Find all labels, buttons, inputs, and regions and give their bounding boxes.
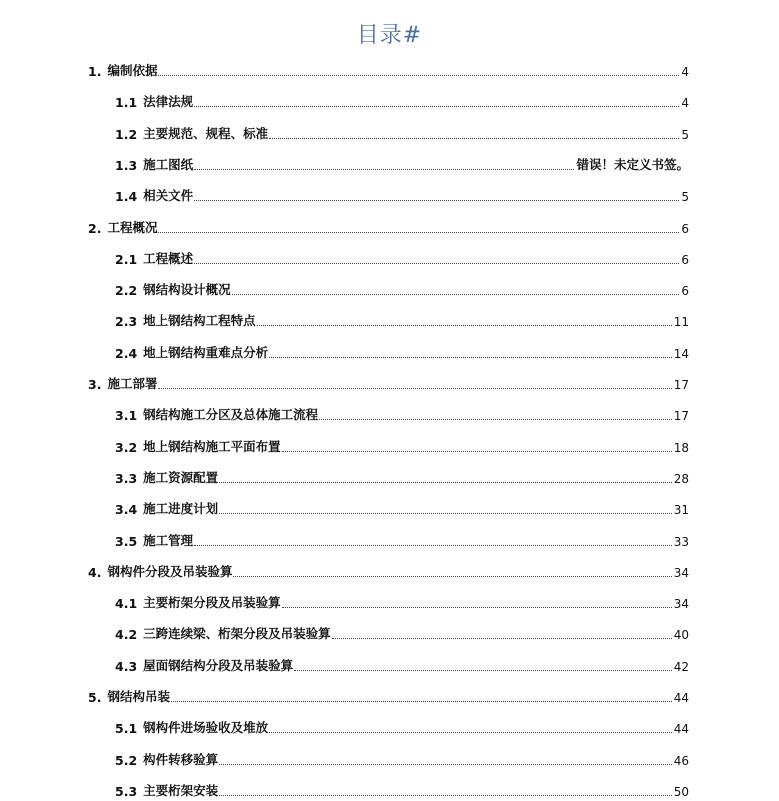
toc-entry-page: 6 (681, 221, 689, 236)
toc-entry-label: 主要桁架分段及吊装验算 (143, 595, 281, 611)
toc-entry[interactable] (0, 746, 779, 770)
toc-entry-line (115, 718, 689, 736)
toc-entry-label: 施工管理 (143, 532, 194, 548)
toc-entry-label: 编制依据 (107, 63, 158, 78)
toc-entry[interactable] (0, 182, 779, 206)
toc-entry-number: 1.3 (115, 157, 138, 173)
toc-entry-line (115, 499, 689, 517)
toc-entry-line (115, 124, 689, 142)
dot-leader (332, 637, 672, 639)
toc-entry-number: 5.1 (115, 721, 138, 737)
toc-entry-number: 4.3 (115, 658, 138, 674)
toc-entry-number: 4.2 (115, 627, 138, 643)
toc-entry-label: 地上钢结构工程特点 (143, 313, 256, 329)
toc-entry[interactable] (0, 777, 779, 801)
dot-leader (194, 544, 672, 546)
dot-leader (319, 418, 672, 420)
toc-entry[interactable] (0, 433, 779, 457)
toc-entry[interactable] (0, 464, 779, 488)
toc-entry[interactable] (0, 620, 779, 644)
toc-entry-number: 3.3 (115, 470, 138, 486)
dot-leader (233, 575, 671, 577)
toc-entry-page: 6 (681, 252, 689, 267)
toc-entry-page: 5 (681, 190, 689, 205)
toc-entry[interactable] (0, 88, 779, 112)
toc-entry-number: 2.4 (115, 345, 138, 361)
toc-entry-number: 2.1 (115, 251, 138, 267)
toc-entry-line (115, 92, 689, 110)
toc-entry-label: 施工资源配置 (143, 469, 219, 485)
toc-entry-line (115, 311, 689, 329)
toc-entry-line (115, 155, 689, 173)
toc-entry-label: 地上钢结构施工平面布置 (143, 438, 281, 454)
toc-entry[interactable] (0, 527, 779, 551)
toc-entry-number: 3.5 (115, 533, 138, 549)
toc-entry[interactable] (0, 714, 779, 738)
toc-entry-page: 34 (673, 597, 689, 612)
toc-entry-label: 主要桁架安装 (143, 782, 219, 798)
toc-entry-page: 33 (673, 534, 689, 549)
dot-leader (269, 356, 672, 358)
dot-leader (269, 731, 672, 733)
toc-entry-label: 工程概述 (143, 250, 194, 266)
toc-entry[interactable] (0, 307, 779, 331)
toc-entry-line (115, 186, 689, 204)
toc-entry-number: 5.2 (115, 752, 138, 768)
toc-entry-page: 4 (681, 96, 689, 111)
toc-entry-line (115, 437, 689, 455)
toc-entry-page: 14 (673, 346, 689, 361)
toc-entry-line (115, 656, 689, 674)
toc-entry-number: 1.1 (115, 95, 138, 111)
toc-entry-number: 4. (88, 564, 102, 580)
toc-entry[interactable] (0, 339, 779, 363)
toc-entry-label: 相关文件 (143, 188, 194, 204)
toc-entry[interactable] (0, 495, 779, 519)
dot-leader (257, 324, 672, 326)
toc-entry[interactable] (0, 120, 779, 144)
dot-leader (282, 450, 672, 452)
toc-entry-page: 错误！未定义书签。 (576, 156, 689, 172)
toc-entry-label: 构件转移验算 (143, 751, 219, 767)
toc-entry-page: 17 (673, 378, 689, 392)
toc-entry-page: 40 (673, 628, 689, 643)
toc-entry[interactable] (0, 652, 779, 676)
toc-entry[interactable] (0, 245, 779, 269)
toc-entry-number: 3. (88, 377, 102, 392)
toc-entry-line (115, 593, 689, 611)
dot-leader (158, 231, 679, 233)
toc-entry-number: 1. (88, 64, 102, 79)
toc-entry-label: 钢构件进场验收及堆放 (143, 720, 269, 736)
toc-entry-number: 4.1 (115, 596, 138, 612)
toc-entry[interactable] (0, 370, 779, 394)
toc-entry[interactable] (0, 558, 779, 582)
toc-entry[interactable] (0, 401, 779, 425)
toc-entry-label: 钢结构吊装 (107, 689, 170, 704)
toc-entry-line (115, 280, 689, 298)
toc-entry-page: 46 (673, 753, 689, 768)
dot-leader (171, 700, 672, 702)
toc-entry-line (88, 562, 689, 580)
toc-entry-label: 主要规范、规程、标准 (143, 125, 269, 141)
toc-entry-page: 42 (673, 659, 689, 674)
toc-title: 目录# (356, 23, 423, 48)
toc-entry-line (115, 249, 689, 267)
toc-entry-page: 18 (673, 440, 689, 455)
toc-entry-page: 6 (681, 284, 689, 299)
dot-leader (282, 606, 672, 608)
toc-entry-label: 法律法规 (143, 94, 194, 110)
dot-leader (232, 293, 680, 295)
dot-leader (294, 669, 672, 671)
toc-entry-label: 三跨连续梁、桁架分段及吊装验算 (143, 626, 331, 642)
dot-leader (194, 199, 679, 201)
toc-entry[interactable] (0, 214, 779, 238)
toc-entry-line (88, 61, 689, 79)
toc-entry-number: 5. (88, 690, 102, 705)
dot-leader (194, 168, 574, 170)
toc-entry-line (115, 781, 689, 799)
toc-entry-number: 3.2 (115, 439, 138, 455)
dot-leader (158, 387, 671, 389)
dot-leader (194, 105, 679, 107)
toc-entry-label: 工程概况 (107, 219, 158, 235)
toc-entry[interactable] (0, 151, 779, 175)
toc-entry-line (115, 624, 689, 642)
toc-entry-page: 4 (681, 65, 689, 79)
toc-entry-line (115, 405, 689, 423)
toc-entry[interactable] (0, 276, 779, 300)
toc-entry-page: 44 (673, 722, 689, 737)
toc-entry-line (88, 218, 689, 236)
toc-entry-number: 1.2 (115, 126, 138, 142)
toc-entry-page: 28 (673, 471, 689, 486)
dot-leader (219, 763, 672, 765)
toc-entry-number: 2.2 (115, 283, 138, 299)
toc-entry-line (115, 531, 689, 549)
dot-leader (158, 74, 679, 76)
toc-entry-label: 钢结构施工分区及总体施工流程 (143, 407, 319, 423)
toc-entry-page: 31 (673, 503, 689, 518)
dot-leader (269, 137, 679, 139)
toc-entry-line (88, 374, 689, 392)
toc-entry-label: 施工部署 (107, 376, 158, 391)
toc-entry-page: 11 (673, 315, 689, 330)
toc-entry-number: 3.4 (115, 502, 138, 518)
toc-entry-line (115, 343, 689, 361)
toc-entry-label: 钢结构设计概况 (143, 282, 231, 298)
toc-entry-number: 2. (88, 220, 102, 236)
toc-entry-page: 44 (673, 691, 689, 705)
toc-entry-page: 5 (681, 127, 689, 142)
dot-leader (194, 262, 679, 264)
toc-entry-page: 17 (673, 409, 689, 424)
toc-entry-label: 屋面钢结构分段及吊装验算 (143, 657, 294, 673)
toc-entry[interactable] (0, 57, 779, 81)
dot-leader (219, 512, 672, 514)
toc-entry[interactable] (0, 683, 779, 707)
toc-entry-label: 地上钢结构重难点分析 (143, 344, 269, 360)
dot-leader (219, 481, 672, 483)
toc-entry-line (115, 468, 689, 486)
toc-entry-page: 34 (673, 565, 689, 580)
toc-entry-label: 钢构件分段及吊装验算 (107, 563, 233, 579)
toc-entry-line (88, 687, 689, 705)
toc-entry-number: 1.4 (115, 189, 138, 205)
toc-entry-label: 施工进度计划 (143, 501, 219, 517)
toc-entry-number: 5.3 (115, 783, 138, 799)
toc-entry-page: 50 (673, 784, 689, 799)
toc-entry-line (115, 750, 689, 768)
toc-entry-number: 3.1 (115, 408, 138, 424)
toc-entry-label: 施工图纸 (143, 156, 194, 172)
toc-entry-number: 2.3 (115, 314, 138, 330)
toc-entry[interactable] (0, 589, 779, 613)
